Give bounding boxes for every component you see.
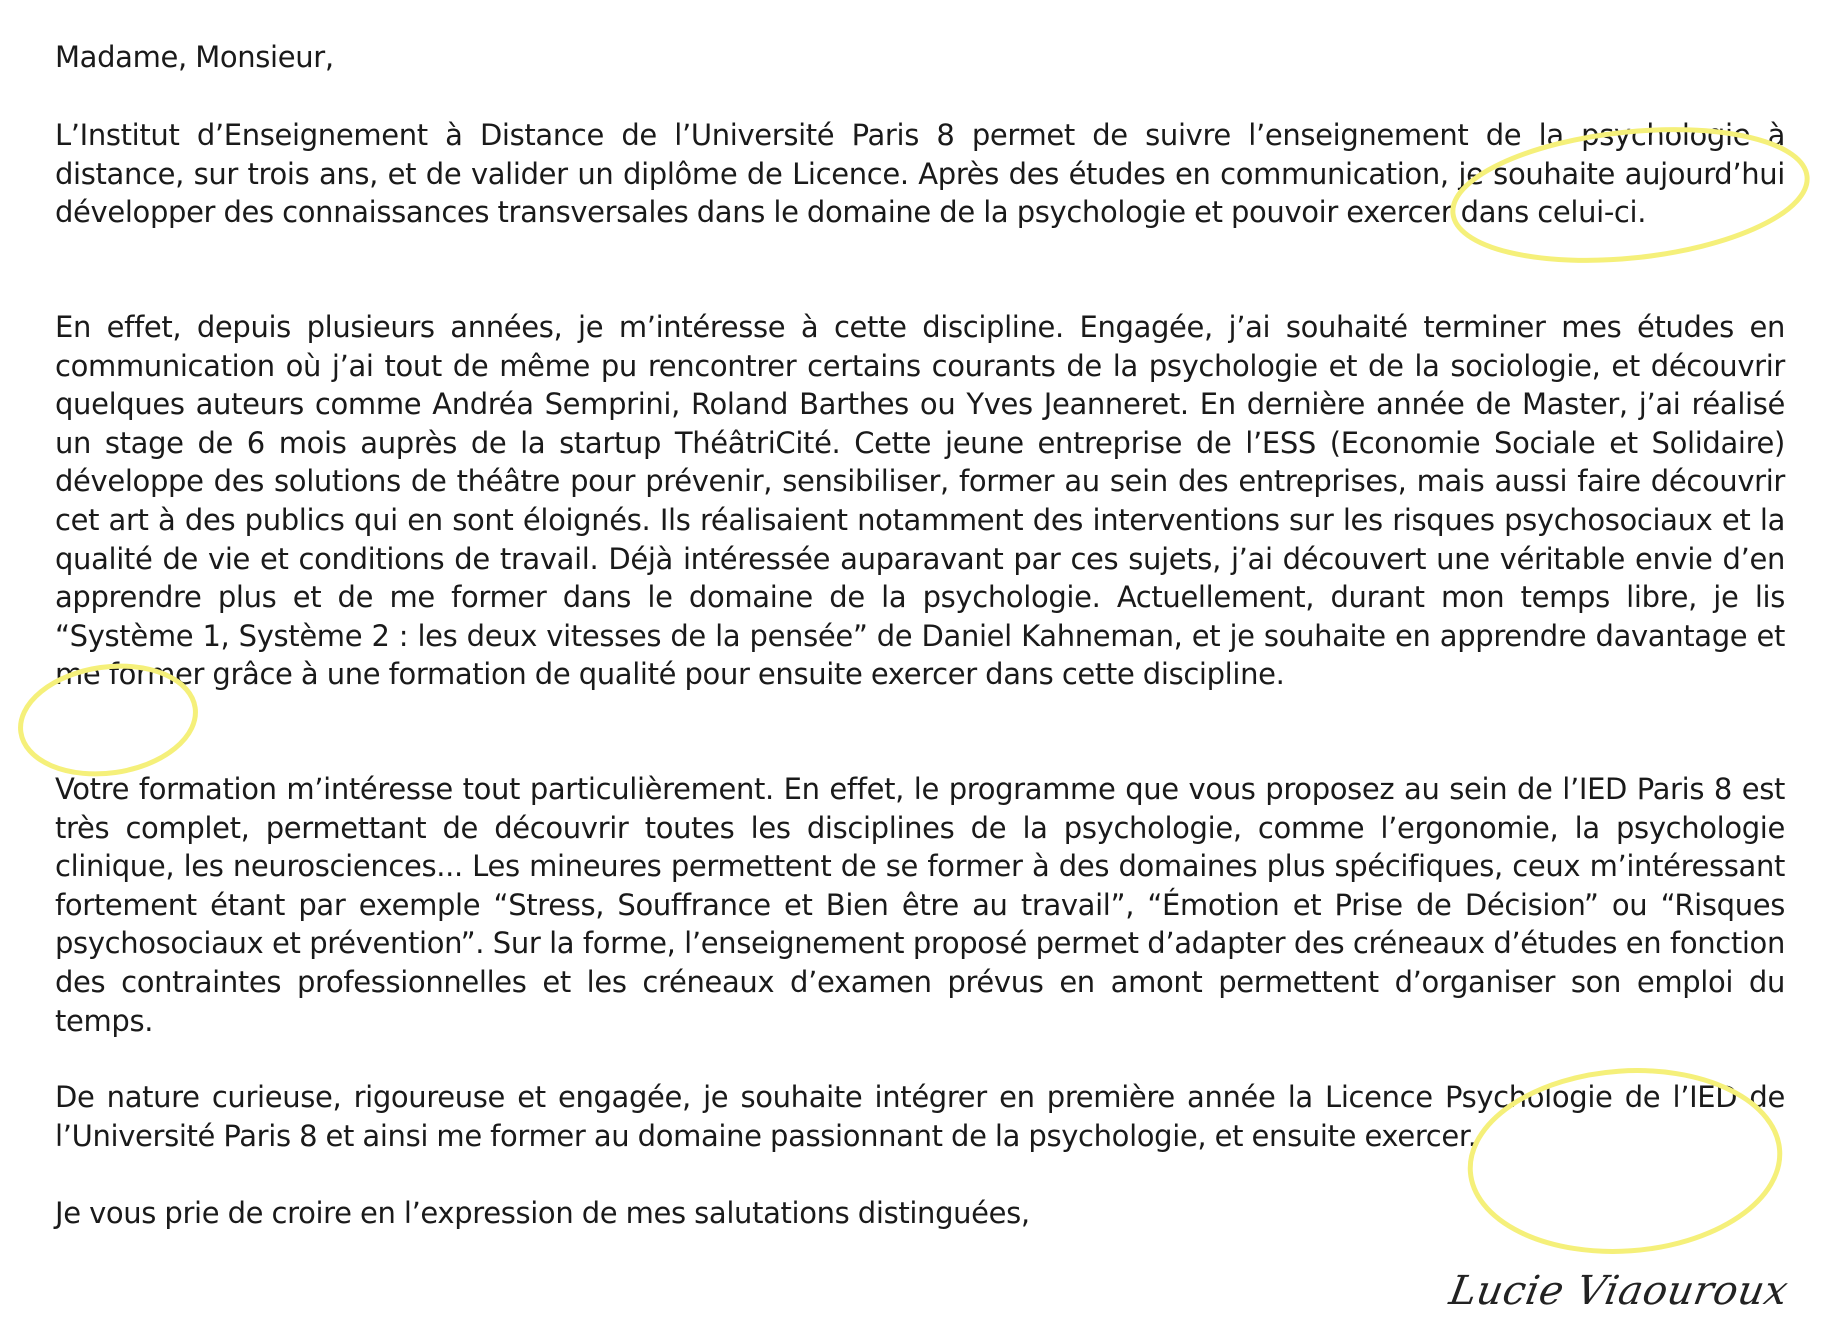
paragraph-intro: L’Institut d’Enseignement à Distance de l’Université Paris 8 permet de suivre l’enseignement de la psychologie à distance, sur trois ans, et de valider un diplôme de Licence. Après des études en communication, je souhaite aujourd’hui développer des connaissances transversales dans le domaine de la psychologie et pouvoir exercer dans celui-ci. [55, 118, 1785, 230]
salutation: Madame, Monsieur, [55, 40, 334, 74]
paragraph-motivation: En effet, depuis plusieurs années, je m’intéresse à cette discipline. Engagée, j’ai souhaité terminer mes études en communication où j’ai tout de même pu rencontrer certains courants de la psychologie et de la sociologie, et découvrir quelques auteurs comme Andréa Semprini, Roland Barthes ou Yves Jeanneret. En dernière année de Master, j’ai réalisé un stage de 6 mois auprès de la startup ThéâtriCité. Cette jeune entreprise de l’ESS (Economie Sociale et Solidaire) développe des solutions de théâtre pour prévenir, sensibiliser, former au sein des entreprises, mais aussi faire découvrir cet art à des publics qui en sont éloignés. Ils réalisaient notamment des interventions sur les risques psychosociaux et la qualité de vie et conditions de travail. Déjà intéressée auparavant par ces sujets, j’ai découvert une véritable envie d’en apprendre plus et de me former dans le domaine de la psychologie. Actuellement, durant mon temps libre, je lis “Système 1, Système 2 : les deux vitesses de la pensée” de Daniel Kahneman, et je souhaite en apprendre davantage et me former grâce à une formation de qualité pour ensuite exercer dans cette discipline. [55, 310, 1785, 692]
closing-line: Je vous prie de croire en l’expression de mes salutations distinguées, [55, 1196, 1030, 1230]
paragraph-conclusion: De nature curieuse, rigoureuse et engagée, je souhaite intégrer en première année la Licence Psychologie de l’IED de l’Université Paris 8 et ainsi me former au domaine passionnant de la psychologie, et ensuite exercer. [55, 1080, 1785, 1153]
signature: Lucie Viaouroux [1446, 1268, 1793, 1314]
paragraph-formation: Votre formation m’intéresse tout particulièrement. En effet, le programme que vous proposez au sein de l’IED Paris 8 est très complet, permettant de découvrir toutes les disciplines de la psychologie, comme l’ergonomie, la psychologie clinique, les neurosciences... Les mineures permettent de se former à des domaines plus spécifiques, ceux m’intéressant fortement étant par exemple “Stress, Souffrance et Bien être au travail”, “Émotion et Prise de Décision” ou “Risques psychosociaux et prévention”. Sur la forme, l’enseignement proposé permet d’adapter des créneaux d’études en fonction des contraintes professionnelles et les créneaux d’examen prévus en amont permettent d’organiser son emploi du temps. [55, 772, 1785, 1038]
